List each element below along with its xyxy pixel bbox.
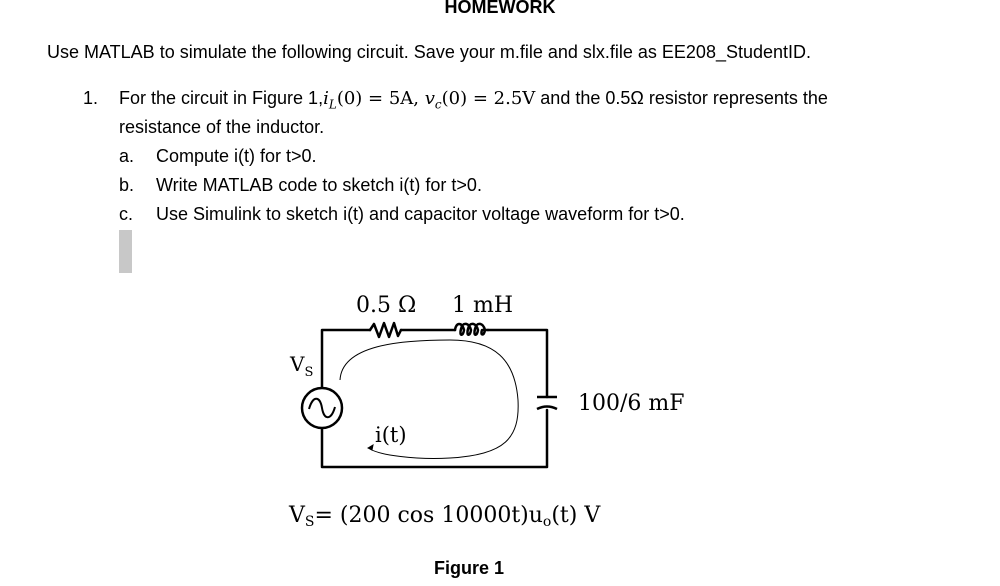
- question-line-1: [119, 88, 828, 112]
- part-c-text: Use Simulink to sketch i(t) and capacitor voltage waveform for t>0.: [156, 204, 685, 224]
- capacitor-label: 100/6 mF: [578, 391, 685, 416]
- question-number: 1.: [83, 88, 99, 108]
- capacitor-symbol: [537, 397, 557, 409]
- current-arrow-head: [368, 445, 373, 450]
- wire-top-right: [488, 330, 547, 397]
- part-a-text: Compute i(t) for t>0.: [156, 146, 317, 166]
- wire-top-left: [322, 330, 370, 388]
- page-title: HOMEWORK: [444, 0, 556, 17]
- part-b-text: Write MATLAB code to sketch i(t) for t>0.: [156, 175, 482, 195]
- question-rest: and the 0.5Ω resistor represents the: [535, 88, 828, 108]
- text-cursor: [119, 230, 132, 273]
- part-c-letter: c.: [119, 204, 134, 224]
- circuit-diagram: [280, 285, 720, 540]
- instruction-text: Use MATLAB to simulate the following circuit. Save your m.file and slx.file as EE208_StudentID.: [47, 42, 812, 62]
- question-line-2: resistance of the inductor.: [119, 117, 325, 137]
- current-label: i(t): [375, 423, 407, 447]
- inductor-label: 1 mH: [452, 293, 514, 318]
- resistor-label: 0.5 Ω: [356, 293, 417, 318]
- inductor-coil: [455, 324, 488, 335]
- part-b-letter: b.: [119, 175, 135, 195]
- initial-conditions: $i_L(0) = 5A$, $v_c(0) = 2.5V$: [323, 88, 536, 112]
- source-equation: VS= (200 cos 10000t)uo(t) V: [289, 503, 601, 530]
- resistor-zigzag: [370, 323, 401, 337]
- source-label: $V_S$: [290, 352, 314, 380]
- figure-caption: Figure 1: [433, 558, 504, 578]
- current-loop-arrow: [340, 340, 518, 458]
- part-a-letter: a.: [119, 146, 135, 166]
- voltage-source-icon: [302, 388, 342, 428]
- question-intro: For the circuit in Figure 1,: [119, 88, 324, 108]
